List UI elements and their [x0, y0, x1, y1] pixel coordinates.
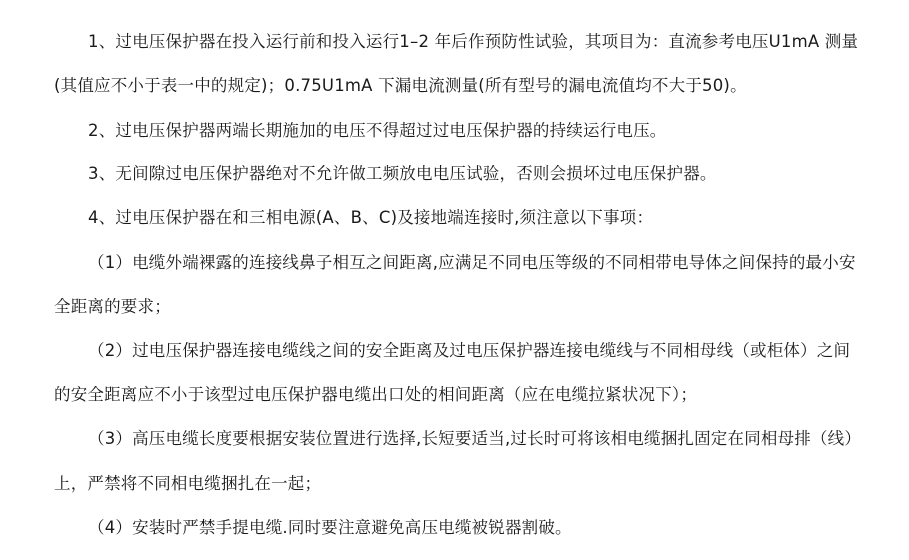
- item-4: （4）安装时严禁手提电缆.同时要注意避免高压电缆被锐器割破。: [88, 518, 572, 537]
- item-1-line-1: （1）电缆外端裸露的连接线鼻子相互之间距离,应满足不同电压等级的不同相带电导体之间保持的最小安: [88, 253, 856, 272]
- paragraph-2: 2、过电压保护器两端长期施加的电压不得超过过电压保护器的持续运行电压。: [88, 121, 667, 140]
- item-2-line-1: （2）过电压保护器连接电缆线之间的安全距离及过电压保护器连接电缆线与不同相母线（或柜体）之间: [88, 341, 851, 360]
- item-3-line-2: 上，严禁将不同相电缆捆扎在一起；: [54, 474, 322, 493]
- item-2-line-2: 的安全距离应不小于该型过电压保护器电缆出口处的相间距离（应在电缆拉紧状况下）；: [54, 385, 698, 404]
- paragraph-4: 4、过电压保护器在和三相电源(A、B、C)及接地端连接时,须注意以下事项：: [88, 208, 654, 227]
- item-1-line-2: 全距离的要求；: [54, 297, 171, 316]
- item-3-line-1: （3）高压电缆长度要根据安装位置进行选择,长短要适当,过长时可将该相电缆捆扎固定在同相母排（线）: [88, 429, 862, 448]
- paragraph-1-line-1: 1、过电压保护器在投入运行前和投入运行1–2 年后作预防性试验，其项目为：直流参考电压U1mA 测量: [88, 32, 859, 51]
- paragraph-1-line-2: (其值应不小于表一中的规定)；0.75U1mA 下漏电流测量(所有型号的漏电流值均不大于50)。: [54, 76, 747, 95]
- paragraph-3: 3、无间隙过电压保护器绝对不允许做工频放电电压试验，否则会损坏过电压保护器。: [88, 164, 717, 183]
